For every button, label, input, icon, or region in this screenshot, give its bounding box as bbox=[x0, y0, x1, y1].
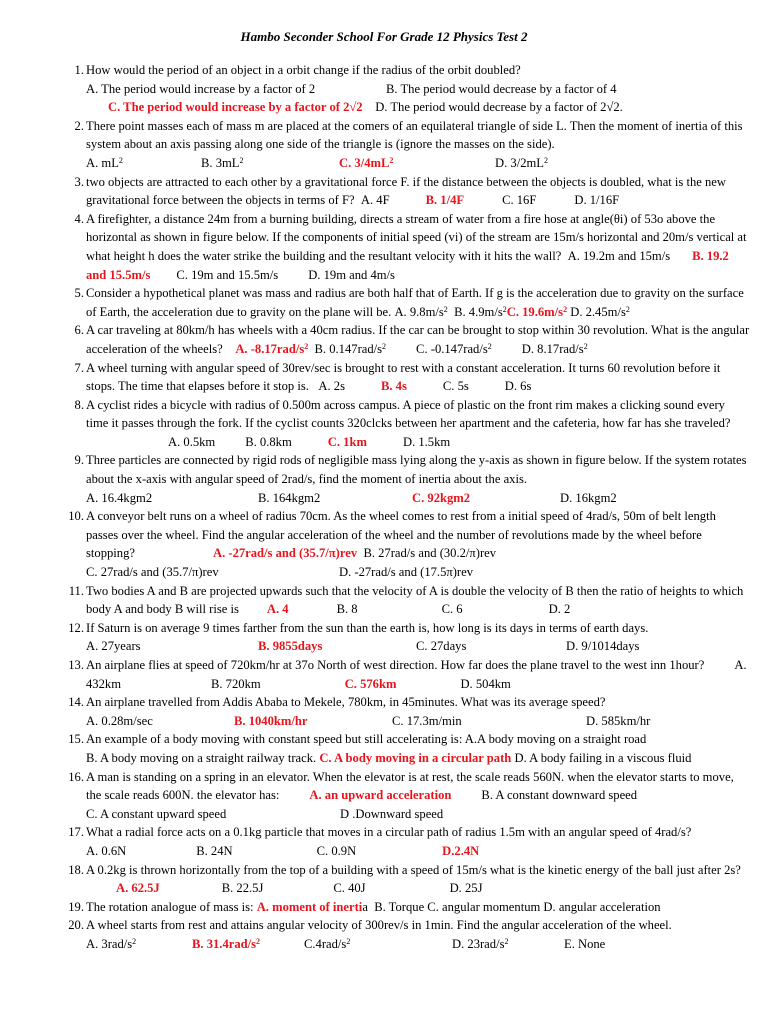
option-d: D. 1.5km bbox=[402, 434, 451, 449]
question-text: An airplane flies at speed of 720km/hr at 37o North of west direction. How far does the plane travel to the west inn 1hour? bbox=[86, 658, 705, 672]
question-17 bbox=[60, 823, 750, 860]
option-a: A. $mL^2$ bbox=[86, 155, 123, 170]
question-text: How would the period of an object in a orbit change if the radius of the orbit doubled? bbox=[86, 63, 521, 77]
question-text: A wheel turning with angular speed of 30rev/sec is brought to rest with a constant acceleration. It turns 60 revolution before it stops. The time that elapses before it stop is. bbox=[86, 360, 721, 394]
option-line bbox=[86, 489, 750, 508]
correct-answer: A. $-8.17rad/s^2$ bbox=[235, 341, 309, 356]
option-a: A. $9.8m/s^2$ bbox=[394, 304, 448, 319]
question-text: Two bodies A and B are projected upwards such that the velocity of A is double the velocity of B then the ratio of heights to which body A and body B will rise is bbox=[86, 583, 744, 617]
question-number: 16. bbox=[68, 769, 84, 784]
question-number: 1. bbox=[74, 63, 84, 77]
question-number: 12. bbox=[68, 620, 84, 635]
correct-answer: A. moment of inerti bbox=[256, 899, 363, 914]
option-d: D. 19m and 4m/s bbox=[308, 267, 395, 282]
option-a: A. 432km bbox=[86, 658, 747, 691]
correct-answer: D.2.4N bbox=[442, 843, 480, 858]
option-b: B. A constant downward speed bbox=[481, 788, 638, 803]
option-c: C. 5s bbox=[442, 379, 469, 394]
question-number: 15. bbox=[68, 732, 84, 747]
question-number: 17. bbox=[68, 825, 84, 840]
question-3 bbox=[60, 173, 750, 210]
option-line bbox=[86, 935, 750, 954]
option-c: C. A constant upward speed bbox=[86, 806, 227, 821]
option-c: C. 6 bbox=[441, 602, 463, 617]
option-d: D. The period would decrease by a factor of 2√2. bbox=[375, 100, 623, 115]
question-number: 4. bbox=[74, 211, 84, 226]
option-c: C. 0.9N bbox=[316, 843, 357, 858]
correct-answer: B. 19.2 and 15.5m/s bbox=[86, 248, 729, 282]
option-e: E. None bbox=[564, 936, 606, 951]
option-b: B. A body moving on a straight railway track. bbox=[86, 750, 317, 765]
question-number: 19. bbox=[68, 899, 84, 914]
option-d: D. 6s bbox=[504, 379, 532, 394]
option-a: A. 27years bbox=[86, 639, 141, 654]
question-text: Three particles are connected by rigid rods of negligible mass lying along the y-axis as shown in figure below. If the system rotates about the x-axis with angular speed of 2rad/s, find the moment of inertia about the axis. bbox=[86, 453, 747, 487]
option-c: C. 16F bbox=[502, 193, 537, 208]
question-text: What a radial force acts on a 0.1kg particle that moves in a circular path of radius 1.5m with an angular speed of 4rad/s? bbox=[86, 825, 692, 840]
question-7 bbox=[60, 359, 750, 396]
question-6 bbox=[60, 321, 750, 358]
question-text: There point masses each of mass m are placed at the comers of an equilateral triangle of side L. Then the moment of inertia of this system about an axis passing along one side of the triangle is (ignore the masses on the side). bbox=[86, 118, 743, 152]
option-b: B. 24N bbox=[196, 843, 233, 858]
option-d: D. 25J bbox=[449, 881, 483, 896]
question-number: 11. bbox=[68, 583, 84, 598]
option-line bbox=[86, 712, 750, 731]
correct-answer: A. 4 bbox=[266, 602, 289, 617]
option-line bbox=[86, 637, 750, 656]
option-a: A. 16.4kgm2 bbox=[86, 490, 153, 505]
question-12 bbox=[60, 619, 750, 656]
correct-answer: C. 92kgm2 bbox=[412, 490, 471, 505]
option-b: B. 22.5J bbox=[221, 881, 264, 896]
correct-answer: B. 1/4F bbox=[425, 193, 465, 208]
option-d: D. $23rad/s^2$ bbox=[452, 936, 509, 951]
question-13 bbox=[60, 656, 750, 693]
option-line bbox=[86, 80, 750, 99]
question-18 bbox=[60, 861, 750, 898]
question-14 bbox=[60, 693, 750, 730]
correct-answer: C. 576km bbox=[344, 676, 397, 691]
option-a: A. 0.6N bbox=[86, 843, 127, 858]
question-number: 6. bbox=[74, 323, 84, 338]
option-c: $C.4rad/s^2$ bbox=[304, 936, 351, 951]
question-number: 20. bbox=[68, 918, 84, 933]
option-d: D. 2 bbox=[548, 602, 571, 617]
question-number: 18. bbox=[68, 862, 84, 877]
correct-answer: B. 1040km/hr bbox=[234, 713, 308, 728]
option-a: A. $3rad/s^2$ bbox=[86, 936, 137, 951]
option-line bbox=[86, 805, 750, 824]
option-b: B. The period would decrease by a factor of 4 bbox=[386, 81, 617, 96]
question-text: A cyclist rides a bicycle with radius of 0.500m across campus. A piece of plastic on the front rim makes a clicking sound every time it passes through the fork. If the cyclist counts 320clcks between her apartment and the cafeteria, how far has she traveled? bbox=[86, 397, 731, 431]
option-line bbox=[86, 154, 750, 173]
question-2 bbox=[60, 117, 750, 173]
question-5 bbox=[60, 284, 750, 321]
option-line bbox=[86, 563, 750, 582]
question-number: 3. bbox=[74, 174, 84, 189]
option-d: D. 504km bbox=[460, 676, 511, 691]
question-text: A 0.2kg is thrown horizontally from the top of a building with a speed of 15m/s what is the kinetic energy of the ball just after 2s? bbox=[86, 862, 741, 877]
option-a: A. 4F bbox=[360, 193, 390, 208]
question-16 bbox=[60, 768, 750, 824]
question-11 bbox=[60, 582, 750, 619]
question-number: 7. bbox=[74, 360, 84, 375]
question-number: 13. bbox=[68, 658, 84, 672]
correct-answer: C. The period would increase by a factor of 2√2 bbox=[108, 100, 363, 115]
correct-answer: C. 1km bbox=[327, 434, 367, 449]
option-d: D. A body failing in a viscous fluid bbox=[514, 750, 692, 765]
question-20 bbox=[60, 916, 750, 953]
correct-answer: B. 4s bbox=[380, 379, 407, 394]
question-number: 2. bbox=[74, 118, 84, 133]
question-text: two objects are attracted to each other by a gravitational force F. if the distance between the objects is doubled, what is the new gravitational force between the objects in terms of F? bbox=[86, 174, 726, 208]
option-d: D. $3/2mL^2$ bbox=[495, 155, 548, 170]
correct-answer: B. 9855days bbox=[258, 639, 323, 654]
question-4 bbox=[60, 210, 750, 284]
option-c: C. 27days bbox=[416, 639, 467, 654]
option-line bbox=[86, 749, 750, 768]
option-a: A. 2s bbox=[318, 379, 345, 394]
question-8 bbox=[60, 396, 750, 452]
option-line bbox=[86, 98, 750, 117]
option-b: B. 27rad/s and (30.2/π)rev bbox=[363, 546, 497, 561]
option-d: D. 9/1014days bbox=[566, 639, 640, 654]
question-10 bbox=[60, 507, 750, 581]
question-text: A conveyor belt runs on a wheel of radius 70cm. As the wheel comes to rest from a initial speed of 4rad/s, 50m of belt length passes over the wheel. Find the angular acceleration of the wheel and the number of revolutions made by the wheel before stopping? bbox=[86, 509, 716, 561]
question-text: An example of a body moving with constant speed but still accelerating is: A.A body moving on a straight road bbox=[86, 732, 647, 747]
option-d: D. $2.45m/s^2$ bbox=[570, 304, 630, 319]
answer-tail: a bbox=[362, 899, 368, 914]
option-b: B. 720km bbox=[210, 676, 261, 691]
option-b: B. 8 bbox=[336, 602, 358, 617]
option-a: A. 19.2m and 15m/s bbox=[567, 248, 671, 263]
option-b: B. $0.147rad/s^2$ bbox=[314, 341, 387, 356]
question-text: An airplane travelled from Addis Ababa to Mekele, 780km, in 45minutes. What was its average speed? bbox=[86, 695, 606, 710]
option-c: C. 27rad/s and (35.7/π)rev bbox=[86, 565, 219, 580]
other-options: B. Torque C. angular momentum D. angular acceleration bbox=[374, 899, 661, 914]
option-d: D .Downward speed bbox=[340, 806, 444, 821]
option-a: A. 0.5km bbox=[168, 434, 216, 449]
option-c: C. 19m and 15.5m/s bbox=[176, 267, 279, 282]
option-d: D. 16kgm2 bbox=[560, 490, 617, 505]
correct-answer: A. 62.5J bbox=[116, 881, 160, 896]
option-c: C. 17.3m/min bbox=[392, 713, 462, 728]
option-a: A. 0.28m/sec bbox=[86, 713, 153, 728]
question-number: 5. bbox=[74, 286, 84, 301]
option-b: B. 0.8km bbox=[245, 434, 292, 449]
option-d: D. $8.17rad/s^2$ bbox=[521, 341, 588, 356]
correct-answer: A. an upward acceleration bbox=[309, 788, 452, 803]
option-d: D. 585km/hr bbox=[586, 713, 651, 728]
option-b: B. 164kgm2 bbox=[258, 490, 321, 505]
question-1 bbox=[60, 61, 750, 117]
correct-answer: C. $3/4mL^2$ bbox=[339, 155, 394, 170]
question-text: A car traveling at 80km/h has wheels with a 40cm radius. If the car can be brought to stop within 30 revolution. What is the angular acceleration of the wheels? bbox=[86, 323, 750, 356]
question-number: 14. bbox=[68, 695, 84, 710]
question-number: 10. bbox=[68, 509, 84, 524]
correct-answer: C. A body moving in a circular path bbox=[319, 750, 512, 765]
question-number: 9. bbox=[74, 453, 84, 468]
question-text: Consider a hypothetical planet was mass and radius are both half that of Earth. If g is the acceleration due to gravity on the surface of Earth, the acceleration due to gravity on the plane will be. bbox=[86, 286, 744, 319]
option-d: D. 1/16F bbox=[574, 193, 620, 208]
question-text: If Saturn is on average 9 times farther from the sun than the earth is, how long is its days in terms of earth days. bbox=[86, 620, 649, 635]
question-number: 8. bbox=[74, 397, 84, 412]
question-text: A man is standing on a spring in an elevator. When the elevator is at rest, the scale reads 560N. when the elevator starts to move, the scale reads 600N. the elevator has: bbox=[86, 769, 734, 803]
option-d: D. -27rad/s and (17.5π)rev bbox=[339, 565, 474, 580]
question-text: A wheel starts from rest and attains angular velocity of 300rev/s in 1min. Find the angular acceleration of the wheel. bbox=[86, 918, 672, 933]
question-19 bbox=[60, 898, 750, 917]
option-c: C. 40J bbox=[333, 881, 366, 896]
correct-answer: B. $31.4rad/s^2$ bbox=[192, 936, 261, 951]
correct-answer: A. -27rad/s and (35.7/π)rev bbox=[212, 546, 358, 561]
option-b: B. $3mL^2$ bbox=[201, 155, 244, 170]
correct-answer: C. $19.6m/s^2$ bbox=[506, 304, 568, 319]
question-15 bbox=[60, 730, 750, 767]
question-list bbox=[60, 61, 750, 954]
document-title: Hambo Seconder School For Grade 12 Physics Test 2 bbox=[240, 29, 528, 44]
option-a: A. The period would increase by a factor of 2 bbox=[86, 81, 316, 96]
question-text: The rotation analogue of mass is: bbox=[86, 899, 254, 914]
option-c: C. $-0.147rad/s^2$ bbox=[416, 341, 492, 356]
question-text: A firefighter, a distance 24m from a burning building, directs a stream of water from a fire hose at angle(θi) of 53o above the horizontal as shown in figure below. If the components of initial speed (vi) of the stream are 15m/s horizontal and 20m/s vertical at what height h does the water strike the building and the resultant velocity with it hits the wall? bbox=[86, 211, 747, 263]
question-9 bbox=[60, 451, 750, 507]
option-b: B. $4.9m/s^2$ bbox=[454, 304, 507, 319]
